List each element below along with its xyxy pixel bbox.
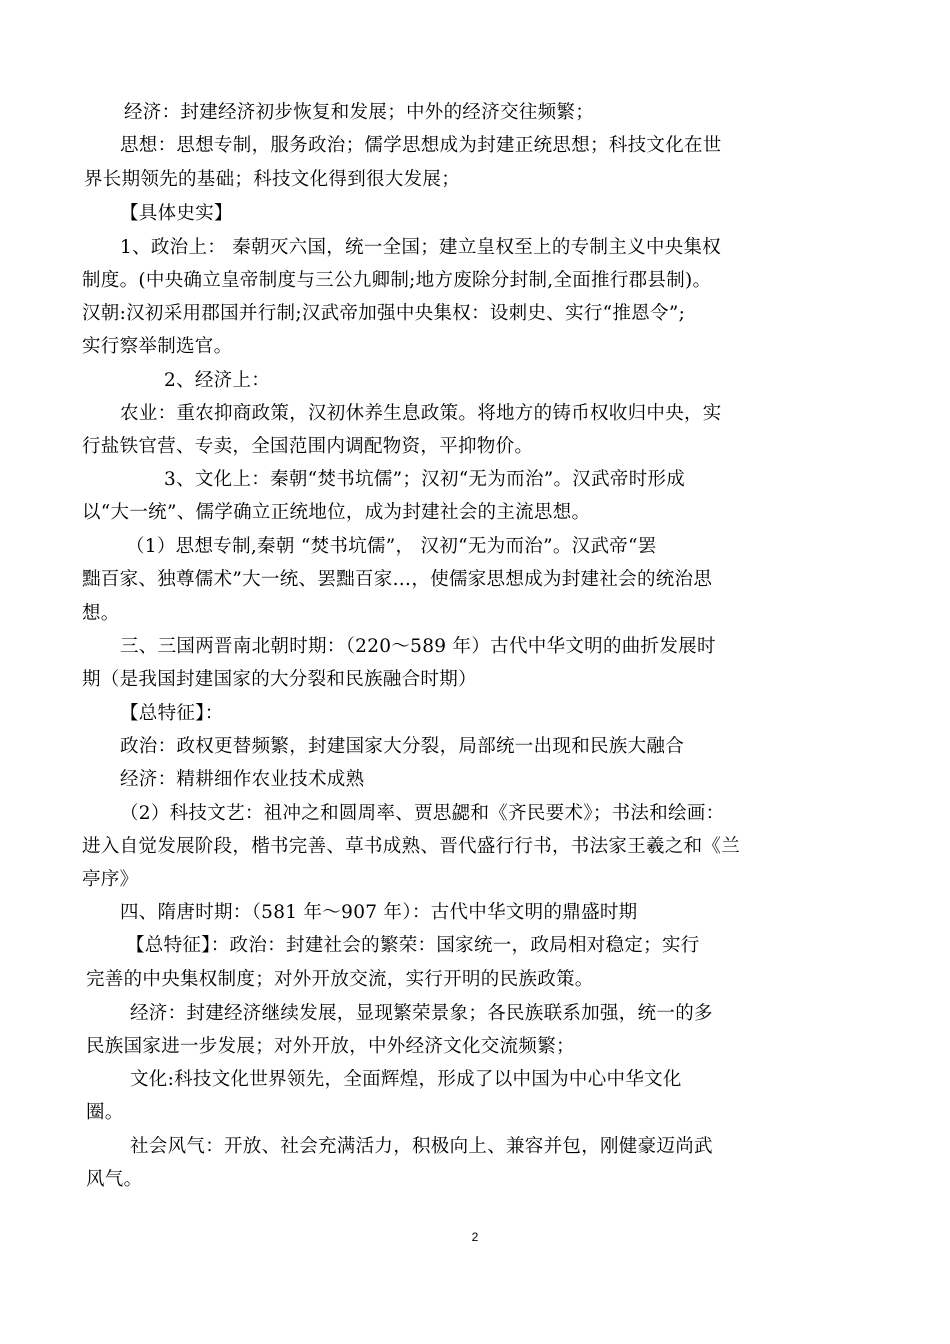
text-line: 期（是我国封建国家的大分裂和民族融合时期）: [82, 669, 477, 690]
text-line: 3、文化上：秦朝“焚书坑儒”；汉初“无为而治”。汉武帝时形成: [164, 469, 686, 490]
text-line: 经济：精耕细作农业技术成熟: [120, 769, 365, 790]
text-line: 政治：政权更替频繁，封建国家大分裂，局部统一出现和民族大融合: [120, 736, 685, 757]
text-line: 社会风气：开放、社会充满活力，积极向上、兼容并包，刚健豪迈尚武: [130, 1136, 713, 1157]
text-line: 四、隋唐时期：（581 年～907 年）：古代中华文明的鼎盛时期: [120, 902, 638, 923]
text-line: 完善的中央集权制度；对外开放交流，实行开明的民族政策。: [86, 969, 594, 990]
text-line: 【总特征】：政治：封建社会的繁荣：国家统一，政局相对稳定；实行: [126, 935, 700, 956]
text-line: 经济：封建经济初步恢复和发展；中外的经济交往频繁；: [124, 102, 595, 123]
text-line: 以“大一统”、儒学确立正统地位，成为封建社会的主流思想。: [82, 502, 591, 523]
text-line: 农业：重农抑商政策，汉初休养生息政策。将地方的铸币权收归中央，实: [120, 403, 722, 424]
text-line: 经济：封建经济继续发展，显现繁荣景象；各民族联系加强，统一的多: [130, 1003, 713, 1024]
text-line: 汉朝:汉初采用郡国并行制;汉武帝加强中央集权：设刺史、实行“推恩令”;: [82, 303, 686, 324]
text-line: 三、三国两晋南北朝时期：（220～589 年）古代中华文明的曲折发展时: [120, 636, 716, 657]
text-line: 行盐铁官营、专卖，全国范围内调配物资，平抑物价。: [82, 436, 534, 457]
text-line: 圈。: [86, 1102, 124, 1123]
text-line: （2）科技文艺：祖冲之和圆周率、贾思勰和《齐民要术》；书法和绘画：: [120, 803, 725, 824]
text-line: 进入自觉发展阶段，楷书完善、草书成熟、晋代盛行行书，书法家王羲之和《兰: [82, 836, 741, 857]
text-line: 2、经济上：: [164, 370, 271, 391]
text-line: 想。: [82, 603, 120, 624]
text-line: 思想：思想专制，服务政治；儒学思想成为封建正统思想；科技文化在世: [120, 135, 722, 156]
text-line: 1、政治上： 秦朝灭六国，统一全国；建立皇权至上的专制主义中央集权: [120, 237, 722, 258]
text-line: （1）思想专制,秦朝 “焚书坑儒”， 汉初“无为而治”。汉武帝“罢: [126, 536, 657, 557]
text-line: 制度。(中央确立皇帝制度与三公九卿制;地方废除分封制,全面推行郡县制)。: [82, 270, 712, 291]
section-heading: 【总特征】：: [120, 703, 224, 724]
text-line: 亭序》: [82, 869, 139, 890]
section-heading: 【具体史实】: [120, 203, 233, 224]
text-line: 文化:科技文化世界领先，全面辉煌，形成了以中国为中心中华文化: [130, 1069, 682, 1090]
text-line: 风气。: [86, 1169, 143, 1190]
text-line: 黜百家、独尊儒术”大一统、罢黜百家…，使儒家思想成为封建社会的统治思: [82, 569, 713, 590]
text-line: 界长期领先的基础；科技文化得到很大发展；: [84, 169, 461, 190]
page-number: 2: [471, 1230, 479, 1244]
text-line: 民族国家进一步发展；对外开放，中外经济文化交流频繁；: [86, 1036, 575, 1057]
text-line: 实行察举制选官。: [82, 336, 233, 357]
